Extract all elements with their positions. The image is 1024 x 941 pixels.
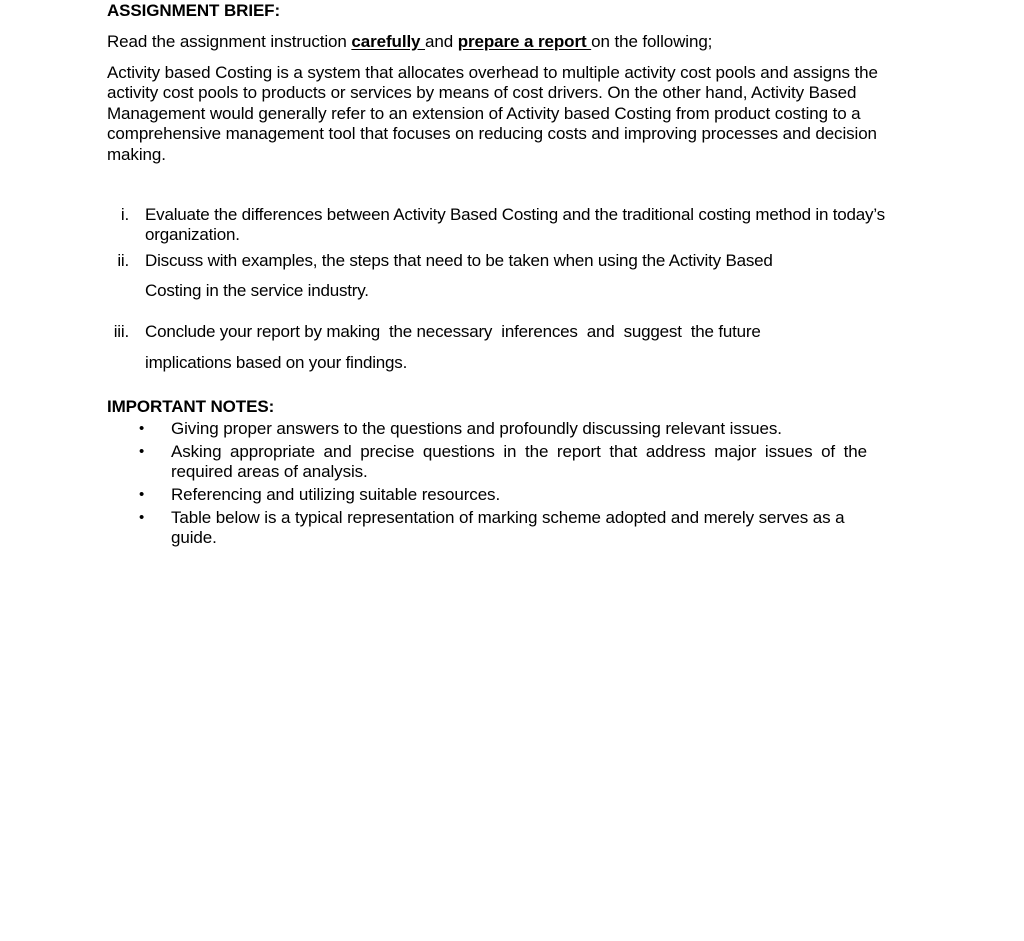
instruction-text-mid: and	[425, 32, 458, 51]
notes-list	[107, 419, 867, 548]
bullet-icon: •	[139, 486, 145, 504]
list-item	[107, 485, 867, 505]
note-text: Asking appropriate and precise questions in the report that address major issues of the required areas of analysis.	[171, 442, 867, 482]
abc-intro-paragraph: Activity based Costing is a system that allocates overhead to multiple activity cost pools and assigns the activity cost pools to products or services by means of cost drivers. On the other hand, Activity Based Management would generally refer to an extension of Activity based Costing from product costing to a comprehensive management tool that focuses on reducing costs and improving processes and decision making.	[107, 63, 878, 164]
bullet-icon: •	[139, 443, 145, 461]
question-number: ii.	[117, 251, 129, 271]
question-text: Evaluate the differences between Activity Based Costing and the traditional costing method in today’s organization.	[145, 205, 885, 245]
instruction-text-start: Read the assignment instruction	[107, 32, 352, 51]
question-text: Conclude your report by making the necessary inferences and suggest the future implications based on your findings.	[145, 322, 766, 373]
question-item	[107, 246, 917, 306]
assignment-document	[107, 0, 917, 564]
question-item	[107, 205, 917, 245]
note-text: Referencing and utilizing suitable resources.	[171, 485, 501, 505]
list-item	[107, 419, 867, 439]
note-text: Table below is a typical representation of marking scheme adopted and merely serves as a guide.	[171, 508, 845, 548]
question-number: iii.	[113, 322, 129, 342]
question-text: Discuss with examples, the steps that need to be taken when using the Activity Based Costing in the service industry.	[145, 251, 773, 301]
question-number: i.	[120, 205, 129, 225]
list-item	[107, 508, 867, 548]
list-item	[107, 442, 867, 482]
prepare-report-emphasis: prepare a report	[457, 32, 592, 51]
question-item	[107, 316, 917, 378]
assignment-brief-heading: ASSIGNMENT BRIEF:	[107, 1, 281, 20]
important-notes-heading: IMPORTANT NOTES:	[107, 397, 275, 417]
carefully-emphasis: carefully	[351, 32, 426, 51]
bullet-icon: •	[139, 420, 145, 438]
note-text: Giving proper answers to the questions and profoundly discussing relevant issues.	[171, 419, 782, 439]
bullet-icon: •	[139, 509, 145, 527]
question-list	[107, 205, 917, 378]
instruction-line	[107, 32, 917, 52]
instruction-text-end: on the following;	[591, 32, 713, 51]
